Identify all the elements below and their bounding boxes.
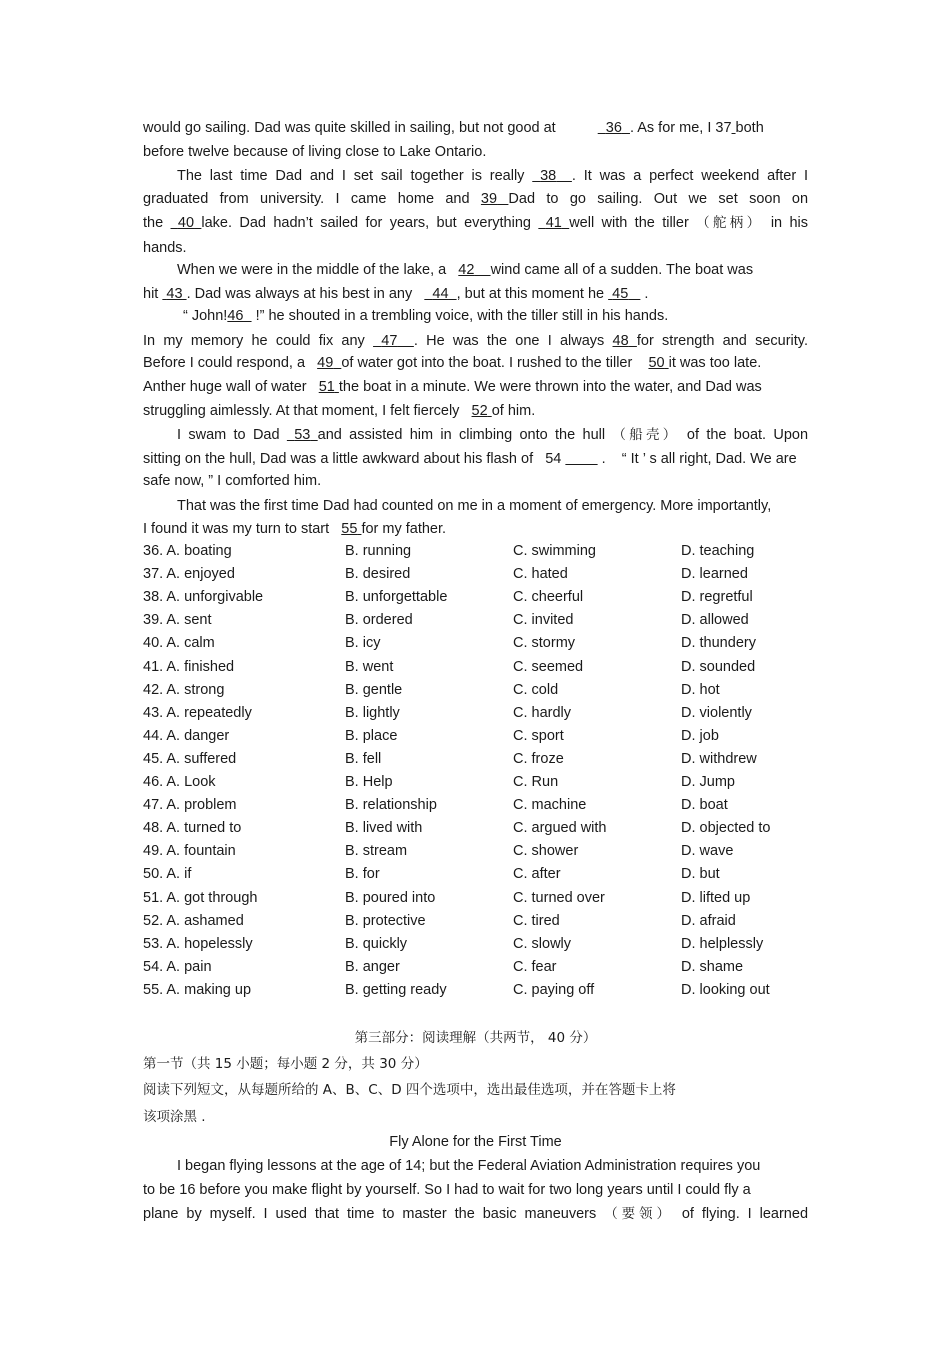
option-a: 46. A. Look [143, 774, 216, 790]
blank-55: 55 [341, 521, 358, 537]
option-b: B. lightly [345, 705, 400, 721]
option-d: D. afraid [681, 913, 736, 929]
option-a: 52. A. ashamed [143, 913, 244, 929]
blank-41: 41 [545, 215, 562, 231]
option-b: B. lived with [345, 820, 423, 836]
option-c: C. fear [513, 959, 557, 975]
option-c: C. slowly [513, 936, 572, 952]
section-heading: 第三部分：阅读理解（共两节， 40 分） [354, 1030, 597, 1046]
option-b: B. stream [345, 843, 408, 859]
option-c: C. argued with [513, 820, 607, 836]
option-d: D. looking out [681, 982, 770, 998]
passage-line: struggling aimlessly. At that moment, I felt fiercely 52 of him. [143, 403, 536, 419]
blank-42: 42 [458, 262, 475, 278]
option-c: C. tired [513, 913, 560, 929]
option-d: D. objected to [681, 820, 771, 836]
passage-line: before twelve because of living close to Lake Ontario. [143, 144, 487, 160]
passage-line: I found it was my turn to start 55 for my father. [143, 521, 447, 537]
option-a: 38. A. unforgivable [143, 589, 264, 605]
option-d: D. withdrew [681, 751, 757, 767]
option-d: D. Jump [681, 774, 735, 790]
blank-39: 39 [480, 191, 498, 207]
option-a: 43. A. repeatedly [143, 705, 252, 721]
section-subheading: 第一节（共 15 小题；每小题 2 分，共 30 分） [143, 1056, 428, 1072]
option-c: C. froze [513, 751, 564, 767]
option-c: C. Run [513, 774, 559, 790]
blank-50: 50 [648, 355, 665, 371]
option-a: 47. A. problem [143, 797, 237, 813]
instructions: 该项涂黑 . [143, 1109, 206, 1125]
passage-line: The last time Dad and I set sail together is really 38 . It was a perfect weekend after I [177, 168, 809, 184]
option-d: D. allowed [681, 612, 749, 628]
passage-line: “ John!46 !” he shouted in a trembling voice, with the tiller still in his hands. [183, 308, 669, 324]
option-b: B. icy [345, 635, 381, 651]
option-b: B. anger [345, 959, 400, 975]
option-b: B. unforgettable [345, 589, 448, 605]
option-a: 53. A. hopelessly [143, 936, 253, 952]
option-c: C. invited [513, 612, 574, 628]
blank-52: 52 [471, 403, 488, 419]
option-c: C. seemed [513, 659, 584, 675]
option-c: C. swimming [513, 543, 596, 559]
option-a: 44. A. danger [143, 728, 230, 744]
option-c: C. stormy [513, 635, 576, 651]
passage-line: hands. [143, 240, 187, 256]
option-d: D. sounded [681, 659, 756, 675]
option-d: D. job [681, 728, 719, 744]
option-d: D. thundery [681, 635, 756, 651]
option-a: 54. A. pain [143, 959, 212, 975]
option-b: B. getting ready [345, 982, 447, 998]
option-b: B. went [345, 659, 394, 675]
option-d: D. but [681, 866, 720, 882]
option-b: B. gentle [345, 682, 403, 698]
option-b: B. fell [345, 751, 382, 767]
blank-46: 46 [227, 308, 244, 324]
option-c: C. hated [513, 566, 568, 582]
option-a: 37. A. enjoyed [143, 566, 235, 582]
article-title: Fly Alone for the First Time [389, 1134, 562, 1150]
blank-36: 36 [605, 120, 622, 136]
blank-44: 44 [432, 286, 449, 302]
option-b: B. desired [345, 566, 411, 582]
passage-line: Anther huge wall of water 51 the boat in a minute. We were thrown into the water, and Dad was [143, 379, 762, 395]
option-b: B. protective [345, 913, 426, 929]
passage-line: the 40 lake. Dad hadn’t sailed for years, but everything 41 well with the tiller （舵柄） in his [143, 215, 808, 231]
option-a: 36. A. boating [143, 543, 232, 559]
option-c: C. cold [513, 682, 559, 698]
passage-line: sitting on the hull, Dad was a little awkward about his flash of 54 . “ It ’ s all right, Dad. We are [143, 451, 797, 467]
option-d: D. hot [681, 682, 720, 698]
blank-51: 51 [318, 379, 335, 395]
blank-47: 47 [381, 333, 398, 349]
blank-49: 49 [317, 355, 334, 371]
option-d: D. boat [681, 797, 728, 813]
option-c: C. after [513, 866, 561, 882]
option-a: 55. A. making up [143, 982, 252, 998]
passage-line: I swam to Dad 53 and assisted him in climbing onto the hull （船壳） of the boat. Upon [177, 427, 809, 443]
passage-line: When we were in the middle of the lake, a 42 wind came all of a sudden. The boat was [177, 262, 754, 278]
option-d: D. learned [681, 566, 748, 582]
option-a: 51. A. got through [143, 890, 258, 906]
passage-line: That was the first time Dad had counted on me in a moment of emergency. More importantly, [177, 498, 772, 514]
option-c: C. cheerful [513, 589, 584, 605]
article-line: plane by myself. I used that time to master the basic maneuvers （要领） of flying. I learned [143, 1206, 809, 1222]
option-c: C. shower [513, 843, 579, 859]
option-b: B. relationship [345, 797, 437, 813]
option-c: C. hardly [513, 705, 572, 721]
option-b: B. for [345, 866, 380, 882]
option-c: C. paying off [513, 982, 595, 998]
option-a: 45. A. suffered [143, 751, 237, 767]
option-a: 41. A. finished [143, 659, 235, 675]
option-c: C. machine [513, 797, 587, 813]
option-d: D. violently [681, 705, 752, 721]
blank-45: 45 [612, 286, 629, 302]
option-b: B. ordered [345, 612, 413, 628]
blank-43: 43 [166, 286, 183, 302]
option-b: B. quickly [345, 936, 408, 952]
option-d: D. regretful [681, 589, 753, 605]
option-d: D. wave [681, 843, 734, 859]
blank-40: 40 [177, 215, 195, 231]
blank-48: 48 [612, 333, 629, 349]
option-a: 40. A. calm [143, 635, 215, 651]
option-c: C. turned over [513, 890, 605, 906]
option-b: B. running [345, 543, 412, 559]
passage-line: graduated from university. I came home and 39 Dad to go sailing. Out we set soon on [143, 191, 809, 207]
passage-line: hit 43 . Dad was always at his best in any 44 , but at this moment he 45 . [143, 286, 649, 302]
option-d: D. teaching [681, 543, 755, 559]
option-b: B. Help [345, 774, 393, 790]
article-line: to be 16 before you make flight by yourself. So I had to wait for two long years until I could fly a [143, 1182, 751, 1198]
option-b: B. poured into [345, 890, 436, 906]
option-d: D. helplessly [681, 936, 764, 952]
option-a: 48. A. turned to [143, 820, 242, 836]
option-d: D. lifted up [681, 890, 751, 906]
option-c: C. sport [513, 728, 564, 744]
passage-line: In my memory he could fix any 47 . He was the one I always 48 for strength and security. [143, 333, 808, 349]
option-a: 42. A. strong [143, 682, 225, 698]
article-line: I began flying lessons at the age of 14; but the Federal Aviation Administration requires you [177, 1158, 761, 1174]
option-b: B. place [345, 728, 398, 744]
instructions: 阅读下列短文，从每题所给的 A、B、C、D 四个选项中，选出最佳选项，并在答题卡上将 [143, 1082, 676, 1098]
blank-53: 53 [294, 427, 311, 443]
passage-line: Before I could respond, a 49 of water got into the boat. I rushed to the tiller 50 it was too late. [143, 355, 762, 371]
option-a: 39. A. sent [143, 612, 212, 628]
blank-54 [565, 451, 597, 467]
option-d: D. shame [681, 959, 744, 975]
option-a: 50. A. if [143, 866, 192, 882]
passage-line: would go sailing. Dad was quite skilled in sailing, but not good at 36 . As for me, I 37 both [143, 120, 764, 136]
option-a: 49. A. fountain [143, 843, 236, 859]
passage-line: safe now, ” I comforted him. [143, 473, 322, 489]
blank-38: 38 [540, 168, 557, 184]
